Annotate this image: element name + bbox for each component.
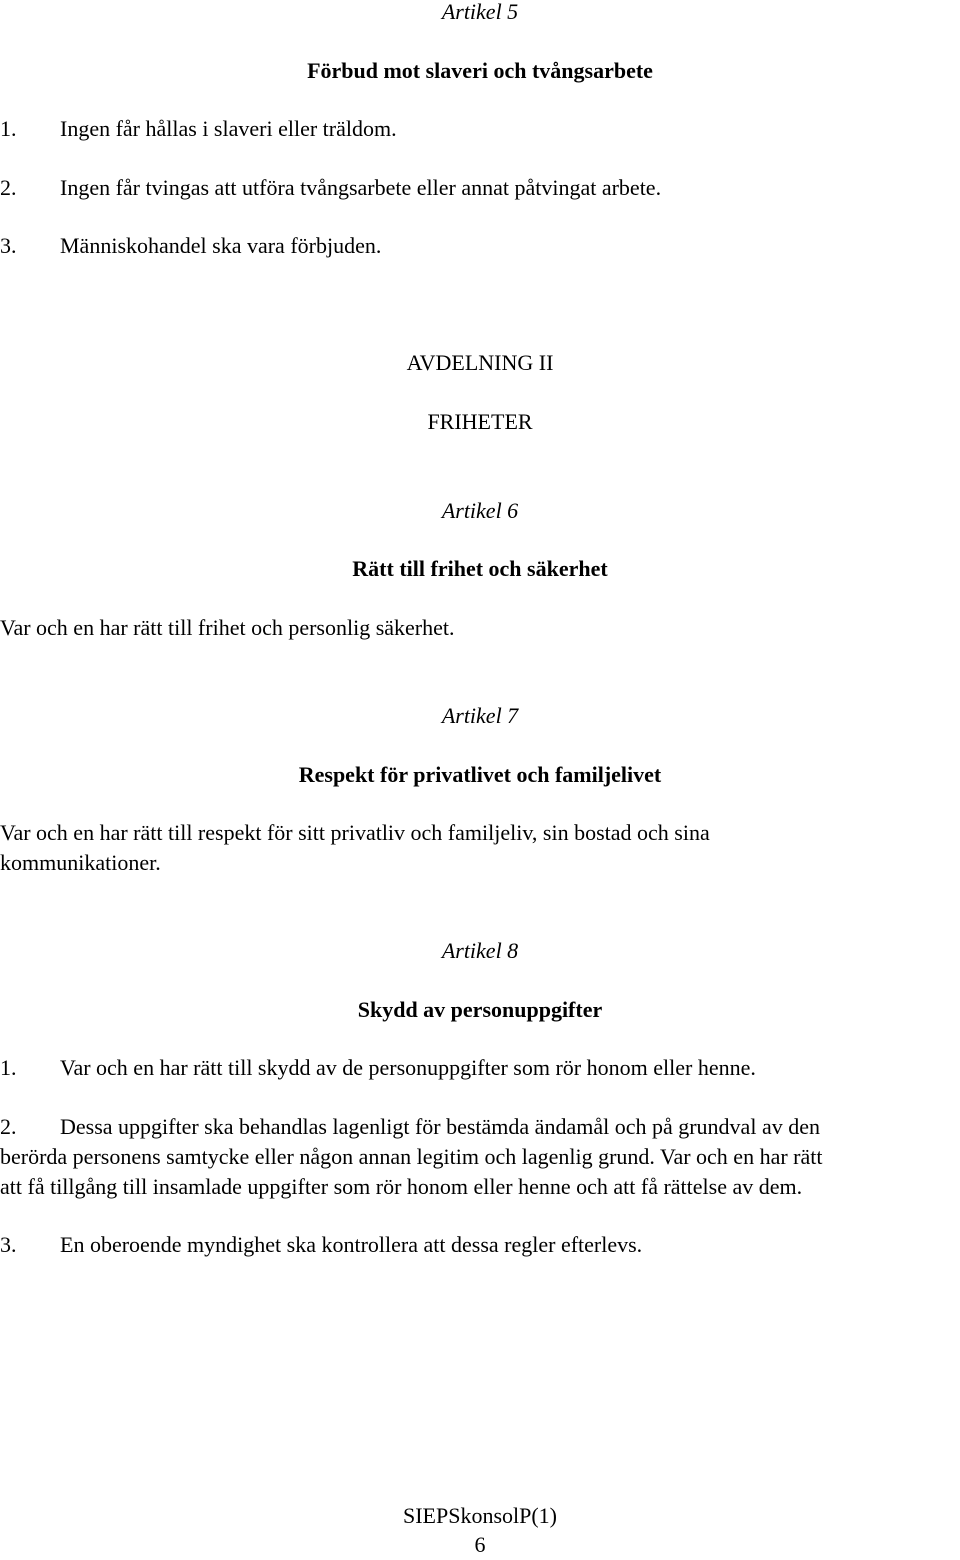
item-number: 2.: [0, 1114, 17, 1139]
item-text: Dessa uppgifter ska behandlas lagenligt för bestämda ändamål och på grundval av den: [60, 1114, 820, 1139]
article-8-item-2-line-1: [0, 1112, 960, 1142]
article-8-item-1: [0, 1053, 960, 1083]
article-8-item-3: [0, 1230, 960, 1260]
section-label: AVDELNING II: [406, 350, 554, 375]
item-text: Var och en har rätt till skydd av de personuppgifter som rör honom eller henne.: [60, 1055, 756, 1080]
article-7-body-line-1: Var och en har rätt till respekt för sitt privatliv och familjeliv, sin bostad och sina: [0, 820, 710, 845]
item-number: 3.: [0, 1232, 17, 1257]
item-text: Ingen får hållas i slaveri eller träldom.: [60, 116, 397, 141]
article-8-item-2-line-2: berörda personens samtycke eller någon annan legitim och lagenlig grund. Var och en har rätt: [0, 1144, 823, 1169]
page-number: 6: [474, 1532, 486, 1557]
article-6-body: Var och en har rätt till frihet och personlig säkerhet.: [0, 615, 455, 640]
article-7-body-line-2: kommunikationer.: [0, 850, 161, 875]
article-8-title: Skydd av personuppgifter: [357, 997, 603, 1022]
article-5-title: Förbud mot slaveri och tvångsarbete: [307, 58, 653, 83]
article-5-heading: Artikel 5: [441, 0, 519, 24]
section-title: FRIHETER: [427, 409, 533, 434]
item-number: 1.: [0, 116, 17, 141]
article-8-heading: Artikel 8: [441, 938, 519, 963]
article-6-heading: Artikel 6: [441, 498, 519, 523]
item-text: En oberoende myndighet ska kontrollera att dessa regler efterlevs.: [60, 1232, 643, 1257]
item-number: 1.: [0, 1055, 17, 1080]
article-8-item-2-line-3: att få tillgång till insamlade uppgifter som rör honom eller henne och att få rättelse av dem.: [0, 1174, 803, 1199]
article-5-item-3: [0, 231, 960, 261]
item-number: 3.: [0, 233, 17, 258]
item-text: Människohandel ska vara förbjuden.: [60, 233, 382, 258]
article-6-title: Rätt till frihet och säkerhet: [352, 556, 608, 581]
article-7-heading: Artikel 7: [441, 703, 519, 728]
article-5-item-1: [0, 114, 960, 144]
document-reference: SIEPSkonsolP(1): [402, 1503, 558, 1528]
item-text: Ingen får tvingas att utföra tvångsarbete eller annat påtvingat arbete.: [60, 175, 662, 200]
item-number: 2.: [0, 175, 17, 200]
article-7-title: Respekt för privatlivet och familjelivet: [298, 762, 662, 787]
article-5-item-2: [0, 173, 960, 203]
